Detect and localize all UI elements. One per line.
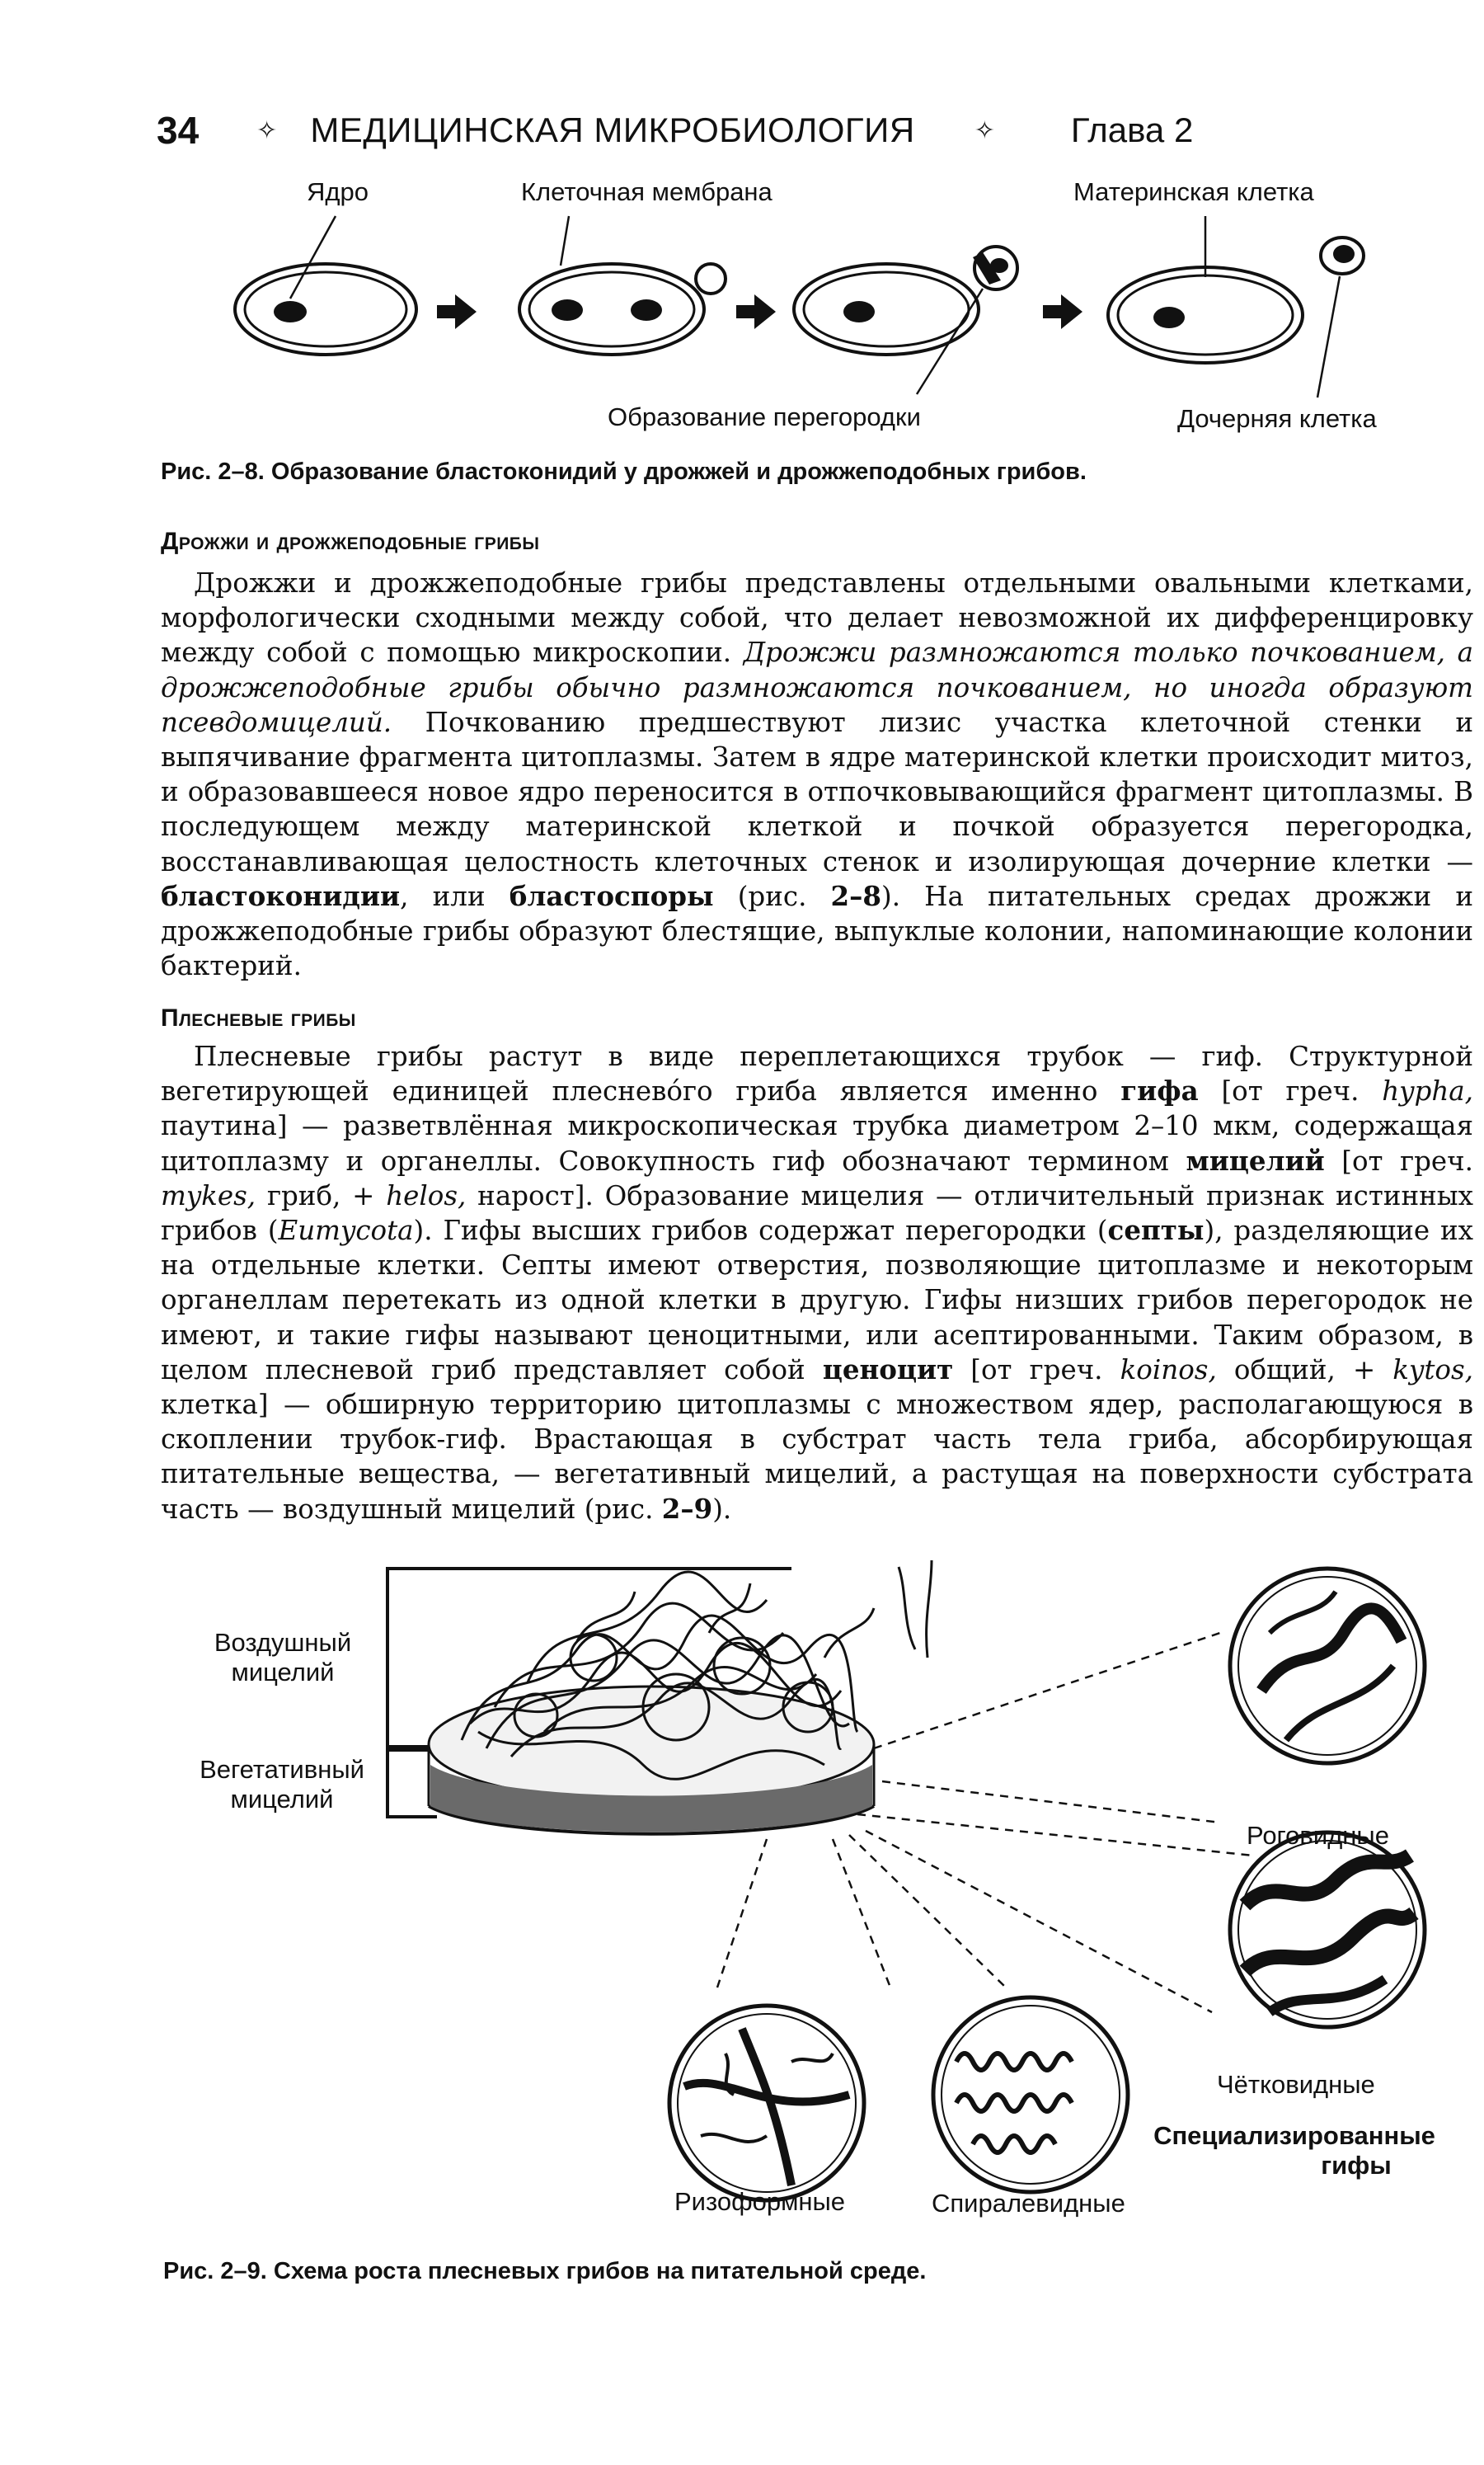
- nucleus-3: [843, 301, 875, 322]
- mother-cell: [1108, 267, 1303, 363]
- hypha-spiral-circle: [933, 1997, 1128, 2192]
- label-daughter-cell: Дочерняя клетка: [1177, 404, 1377, 433]
- label-septum: Образование перегородки: [608, 402, 921, 431]
- hypha-beaded-circle: [1230, 1832, 1425, 2027]
- nucleus-2a: [552, 299, 583, 321]
- nucleus-1: [274, 301, 307, 322]
- daughter-nucleus: [1333, 245, 1355, 263]
- label-membrane: Клеточная мембрана: [521, 177, 773, 206]
- figure-2-9-caption: Рис. 2–9. Схема роста плесневых грибов на питательной среде.: [163, 2258, 927, 2284]
- label-aerial-mycelium: Воздушный мицелий: [214, 1628, 352, 1686]
- label-horn-hyphae: Роговидные: [1247, 1821, 1389, 1850]
- separator-glyph: ✧: [974, 116, 995, 144]
- arrow-2: [736, 294, 776, 329]
- hypha-horn-circle: [1230, 1569, 1425, 1763]
- nucleus-4: [1153, 307, 1185, 328]
- label-spiral-hyphae: Спиралевидные: [932, 2189, 1125, 2218]
- hypha-rhizoid-circle: [669, 2006, 864, 2200]
- paragraph-mold: Плесневые грибы растут в виде переплетающихся трубок — гиф. Структурной вегетирующей единицей плесневóго гриба является именно гифа [от греч. hypha, паутина] — разветвлённая микроскопическая трубка диаметром 2–10 мкм, содержащая цитоплазму и органеллы. Совокупность гиф обозначают термином мицелий [от греч. mykes, гриб, + helos, нарост]. Образование мицелия — отличительный признак истинных грибов (Eumycota). Гифы высших грибов содержат перегородки (септы), разделяющие их на отдельные клетки. Септы имеют отверстия, позволяющие цитоплазме и некоторым органеллам перетекать из одной клетки в другую. Гифы низших грибов перегородок не имеют, и такие гифы называют ценоцитными, или асептированными. Таким образом, в целом плесневой гриб представляет собой ценоцит [от греч. koinos, общий, + kytos, клетка] — обширную территорию цитоплазмы с множеством ядер, располагающуюся в скоплении трубок-гиф. Врастающая в субстрат часть тела гриба, абсорбирующая питательные вещества, — вегетативный мицелий, а растущая на поверхности субстрата часть — воздушный мицелий (рис. 2–9).: [161, 1041, 1474, 1525]
- yeast-cell-1: [235, 264, 416, 355]
- section-title-mold: Плесневые грибы: [161, 1004, 356, 1032]
- label-vegetative-mycelium: Вегетативный мицелий: [200, 1755, 364, 1813]
- nucleus-2b: [631, 299, 662, 321]
- leader-rhizoid: [717, 1839, 767, 1988]
- label-rhizoid-hyphae: Ризоформные: [674, 2187, 846, 2216]
- arrow-1: [437, 294, 477, 329]
- yeast-cell-2: [519, 264, 704, 355]
- label-nucleus: Ядро: [307, 177, 369, 206]
- arrow-3: [1043, 294, 1082, 329]
- figure-2-8-diagram: [0, 0, 1484, 462]
- label-beaded-hyphae: Чётковидные: [1217, 2070, 1375, 2099]
- chapter-label: Глава 2: [1070, 111, 1194, 149]
- leader-spiral: [833, 1839, 890, 1988]
- figure-2-8-caption: Рис. 2–8. Образование бластоконидий у дрожжей и дрожжеподобных грибов.: [161, 459, 1087, 485]
- leader-beaded: [866, 1831, 1212, 2012]
- label-mother-cell: Материнская клетка: [1073, 177, 1314, 206]
- book-title: МЕДИЦИНСКАЯ МИКРОБИОЛОГИЯ: [310, 111, 915, 149]
- separator-glyph: ✧: [256, 116, 278, 144]
- small-bud: [696, 264, 726, 294]
- label-specialized-hyphae: Специализированные гифы: [1153, 2121, 1435, 2180]
- page-number: 34: [157, 109, 200, 152]
- paragraph-yeast: Дрожжи и дрожжеподобные грибы представлены отдельными овальными клетками, морфологически сходными между собой, что делает невозможной их дифференцировку между собой с помощью микроскопии. Дрожжи размножаются только почкованием, а дрожжеподобные грибы обычно размножаются почкованием, но иногда образуют псевдомицелий. Почкованию предшествуют лизис участка клеточной стенки и выпячивание фрагмента цитоплазмы. Затем в ядре материнской клетки происходит митоз, и образовавшееся новое ядро переносится в отпочковывающийся фрагмент цитоплазмы. В последующем между материнской клеткой и почкой образуется перегородка, восстанавливающая целостность клеточных стенок и изолирующая дочерние клетки — бластоконидии, или бластоспоры (рис. 2–8). На питательных средах дрожжи и дрожжеподобные грибы образуют блестящие, выпуклые колонии, напоминающие колонии бактерий.: [161, 567, 1474, 982]
- section-title-yeast: Дрожжи и дрожжеподобные грибы: [161, 528, 540, 555]
